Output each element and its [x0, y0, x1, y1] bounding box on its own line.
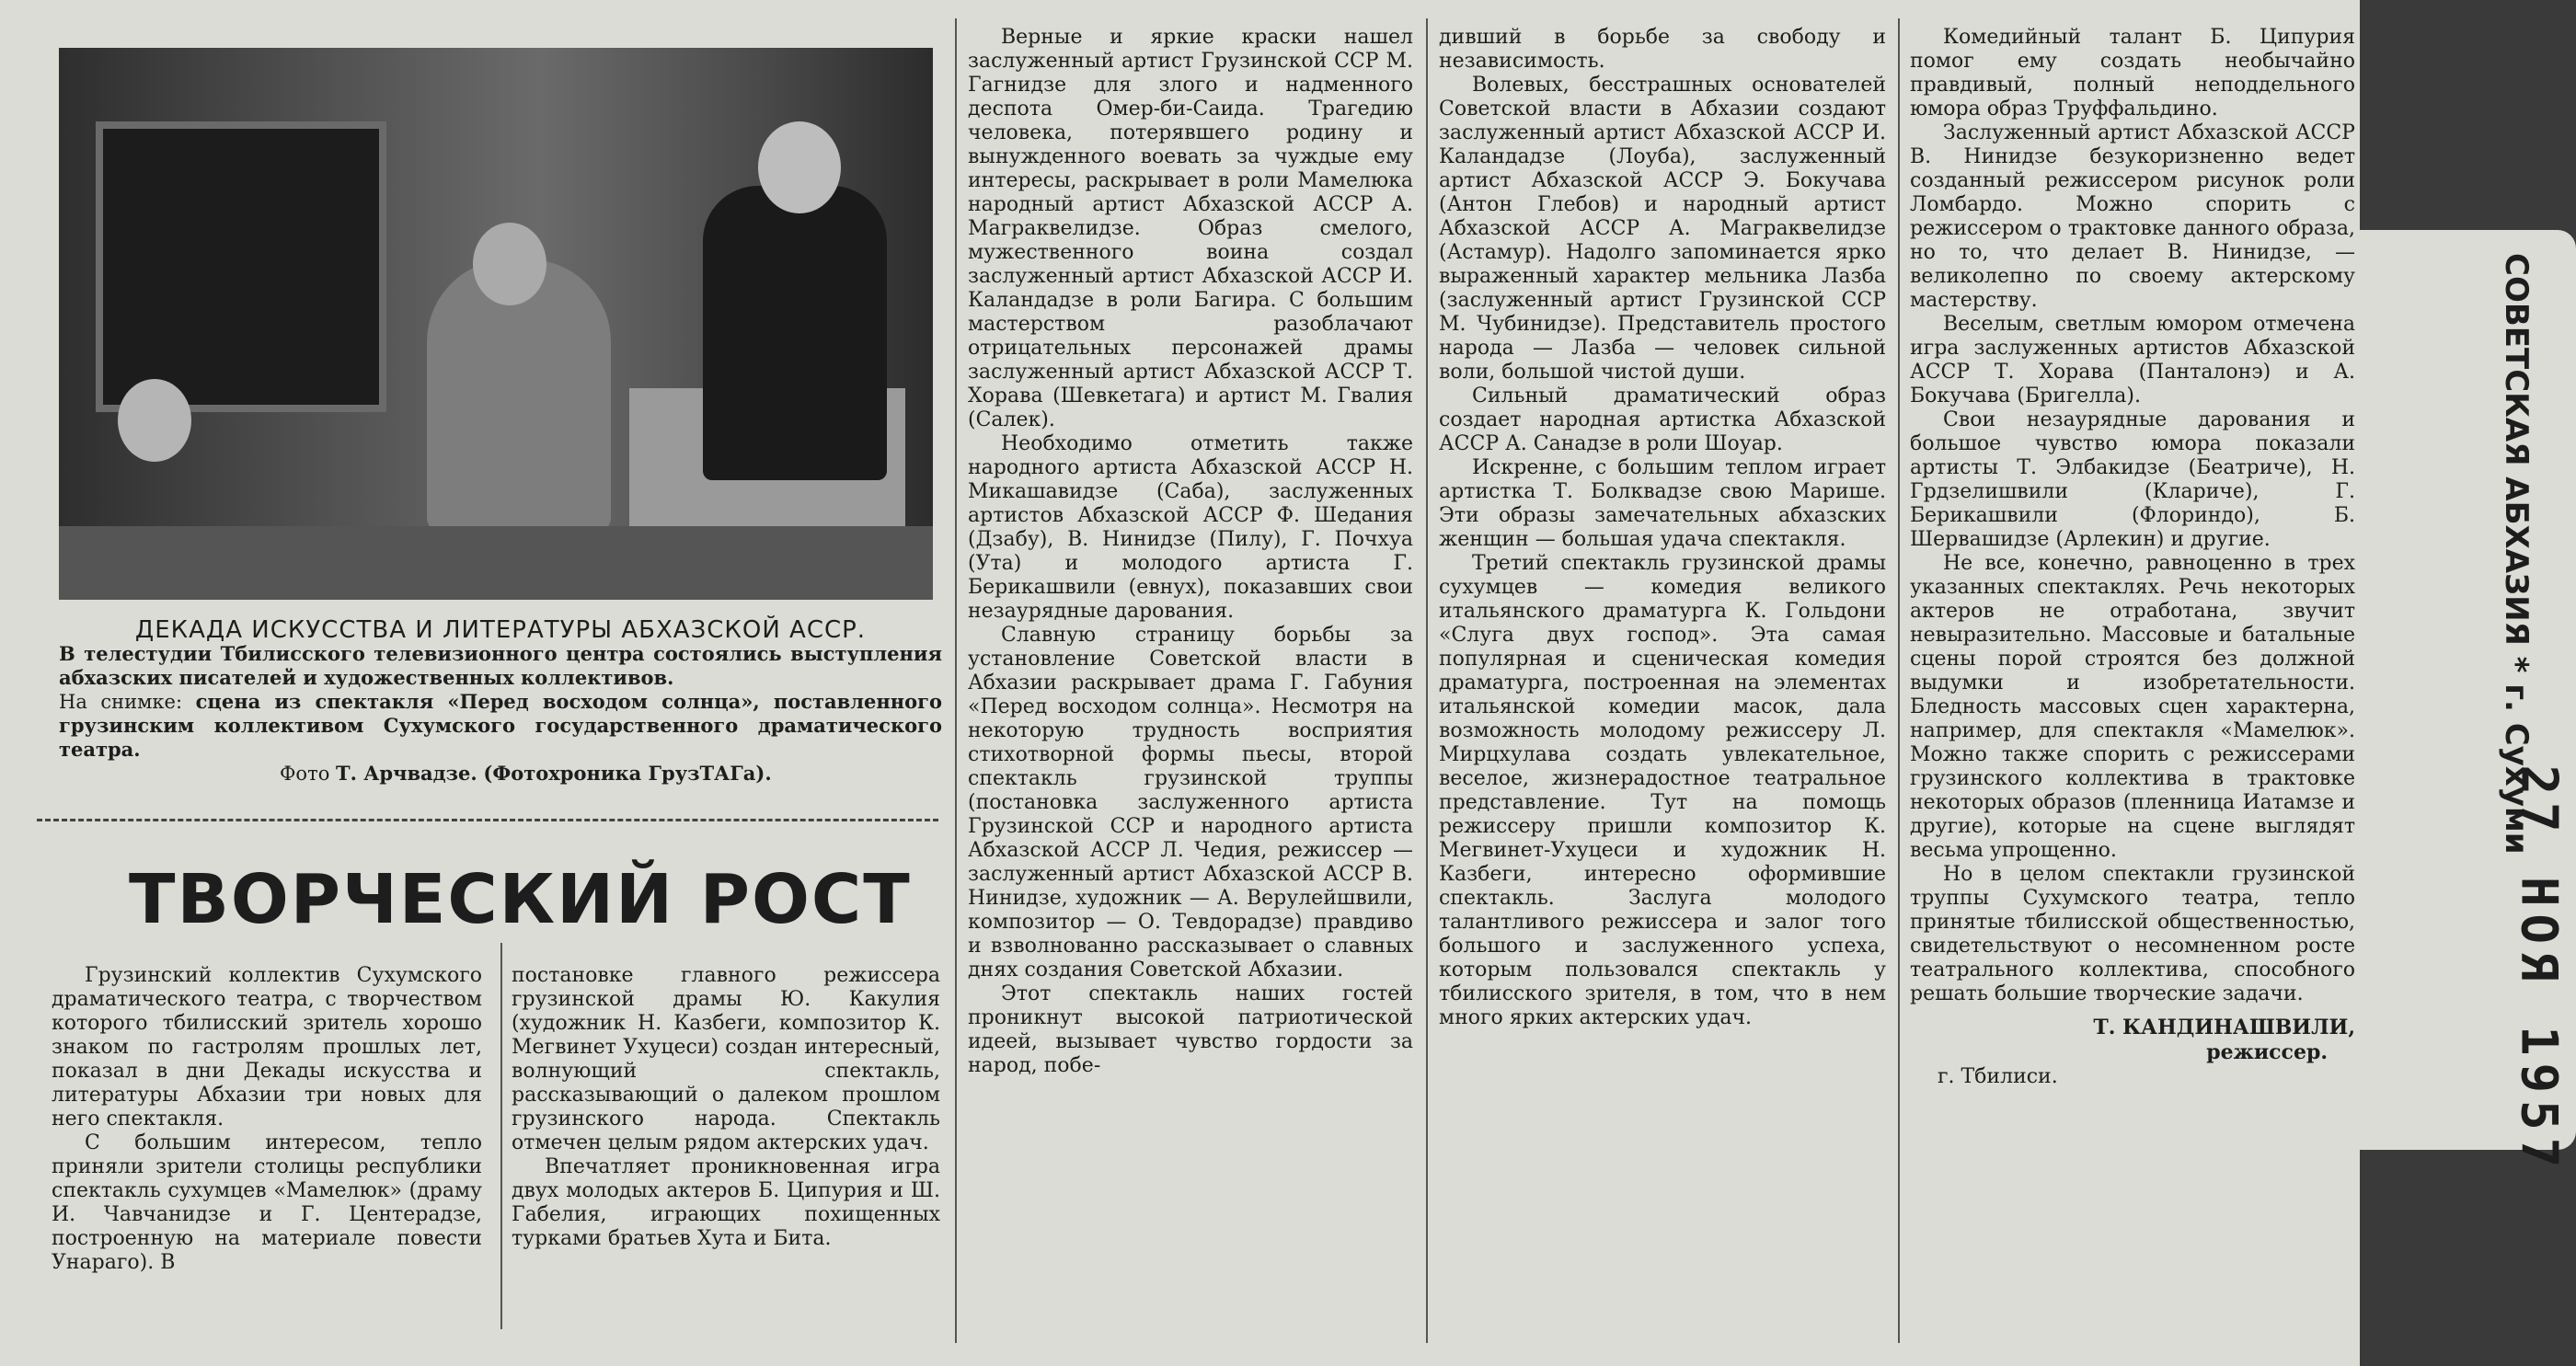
caption-title: ДЕКАДА ИСКУССТВА И ЛИТЕРАТУРЫ АБХАЗСКОЙ АССР.: [134, 616, 867, 644]
article-column-3: [968, 26, 1413, 1078]
stage-photo: [59, 48, 933, 600]
author-signature: [1910, 1016, 2355, 1040]
article-column-5: [1910, 26, 2355, 1089]
paragraph: Третий спектакль грузинской драмы сухумцев — комедия великого итальянского драматурга К. Гольдони «Слуга двух господ». Эта самая популярная и сценическая комедия драматурга, построенная на элементах итальянской комедии масок, дала возможность молодому режиссеру Л. Мирцхулава создать увлекательное, веселое, жизнерадостное театральное представление. Тут на помощь режиссеру пришли композитор К. Мегвинет-Ухуцеси и художник Н. Казбеги, интересно оформившие спектакль. Заслуга молодого талантливого режиссера и залог того большого и заслуженного успеха, которым пользовался спектакль у тбилисского зрителя, в том, что в нем много ярких актерских удач.: [1439, 552, 1886, 1029]
paragraph: Заслуженный артист Абхазской АССР В. Нинидзе безукоризненно ведет созданный режиссером рисунок роли Ломбардо. Можно спорить с режиссером о трактовке данного образа, но то, что делает В. Нинидзе, — великолепно по своему актерскому мастерству.: [1910, 121, 2355, 312]
date-stamp-text: 27 НОЯ 1957: [2510, 764, 2569, 1176]
paragraph: Славную страницу борьбы за установление Советской власти в Абхазии раскрывает драма Г. Габуния «Перед восходом солнца». Несмотря на некоторую трудность восприятия стихотворной формы пьесы, второй спектакль грузинской труппы (постановка заслуженного артиста Грузинской ССР и народного артиста Абхазской АССР Л. Чедия, режиссер — заслуженный артист Абхазской АССР В. Нинидзе, художник — А. Верулейшвили, композитор — О. Тевдорадзе) правдиво и взволнованно рассказывает о славных днях создания Советской Абхазии.: [968, 624, 1413, 981]
article-column-2: [512, 964, 940, 1251]
paragraph: Искренне, с большим теплом играет артистка Т. Болквадзе свою Марише. Эти образы замечательных абхазских женщин — большая удача спектакля.: [1439, 456, 1886, 551]
author-name: Т. КАНДИНАШВИЛИ,: [2093, 1016, 2355, 1039]
paragraph: Верные и яркие краски нашел заслуженный артист Грузинской ССР М. Гагнидзе для злого и надменного деспота Омер-би-Саида. Трагедию человека, потерявшего родину и вынужденного воевать за чуждые ему интересы, раскрывает в роли Мамелюка народный артист Абхазской АССР А. Маграквелидзе. Образ смелого, мужественного воина создал заслуженный артист Абхазской АССР И. Каландадзе в роли Багира. С большим мастерством разоблачают отрицательных персонажей драмы заслуженный артист Абхазской АССР Т. Хорава (Шевкетага) и артист М. Гвалия (Салек).: [968, 26, 1413, 431]
actor-figure: [703, 186, 887, 480]
photo-caption: [59, 618, 942, 786]
bird-prop-shape: [118, 379, 191, 462]
caption-lead: В телестудии Тбилисского телевизионного центра состоялись выступления абхазских писателей и художественных коллективов.: [59, 642, 942, 689]
paragraph: Комедийный талант Б. Ципурия помог ему создать необычайно правдивый, полный неподдельного юмора образ Труффальдино.: [1910, 26, 2355, 121]
paragraph: Не все, конечно, равноценно в трех указанных спектаклях. Речь некоторых актеров не отработана, звучит невыразительно. Массовые и батальные сцены порой строятся без должной выдумки и изобретательности. Бледность массовых сцен характерна, например, для спектакля «Мамелюк». Можно также спорить с режиссерами грузинского коллектива в трактовке некоторых образов (пленница Иатамзе и другие), которые на сцене выглядят весьма упрощенно.: [1910, 552, 2355, 862]
paragraph: Этот спектакль наших гостей проникнут высокой патриотической идеей, вызывает чувство гордости за народ, побе-: [968, 982, 1413, 1077]
paragraph: дивший в борьбе за свободу и независимость.: [1439, 26, 1886, 73]
author-role: режиссер.: [2206, 1040, 2328, 1064]
paragraph: Необходимо отметить также народного артиста Абхазской АССР Н. Микашавидзе (Саба), заслуженных артистов Абхазской АССР Ф. Шедания (Дзабу), В. Нинидзе (Пилу), Г. Почхуа (Ута) и молодого артиста Г. Берикашвили (евнух), показавших свои незаурядные дарования.: [968, 432, 1413, 623]
column-rule: [500, 943, 502, 1329]
tv-camera-shape: [96, 121, 386, 412]
paragraph: постановке главного режиссера грузинской драмы Ю. Какулия (художник Н. Казбеги, композитор К. Мегвинет Ухуцеси) создан интересный, волнующий спектакль, рассказывающий о далеком прошлом грузинского народа. Спектакль отмечен целым рядом актерских удач.: [512, 964, 940, 1154]
paragraph: Свои незаурядные дарования и большое чувство юмора показали артисты Т. Элбакидзе (Беатриче), Н. Грдзелишвили (Кларичe), Г. Берикашвили (Флориндо), Б. Шервашидзе (Арлекин) и другие.: [1910, 408, 2355, 551]
paragraph: Грузинский коллектив Сухумского драматического театра, с творчеством которого тбилисский зритель хорошо знаком по гастролям прошлых лет, показал в дни Декады искусства и литературы Абхазии три новых для него спектакля.: [52, 964, 482, 1131]
paragraph: Впечатляет проникновенная игра двух молодых актеров Б. Ципурия и Ш. Габелия, играющих похищенных турками братьев Хута и Бита.: [512, 1155, 940, 1250]
stamp-text: СОВЕТСКАЯ АБХАЗИЯ * г. Сухуми: [2498, 253, 2535, 855]
section-divider: [37, 819, 938, 821]
newspaper-stamp: [2489, 253, 2544, 855]
photo-credit: Фото Т. Арчвадзе. (Фотохроника ГрузТАГа).: [280, 762, 772, 785]
date-stamp: [2502, 764, 2576, 1176]
paragraph: Волевых, бесстрашных основателей Советской власти в Абхазии создают заслуженный артист Абхазской АССР И. Каландадзе (Лоуба), заслуженный артист Абхазской АССР Э. Бокучава (Антон Глебов) и народный артист Абхазской АССР А. Маграквелидзе (Астамур). Надолго запоминается ярко выраженный характер мельника Лазба (заслуженный артист Грузинской ССР М. Чубинидзе). Представитель простого народа — Лазба — человек сильной воли, большой чистой души.: [1439, 74, 1886, 384]
column-rule: [955, 18, 957, 1343]
article-column-4: [1439, 26, 1886, 1030]
caption-photo-prefix: На снимке:: [59, 691, 183, 713]
article-column-1: [52, 964, 482, 1275]
column-rule: [1898, 18, 1900, 1343]
paragraph: Веселым, светлым юмором отмечена игра заслуженных артистов Абхазской АССР Т. Хорава (Панталонэ) и А. Бокучава (Бригелла).: [1910, 313, 2355, 408]
article-headline: ТВОРЧЕСКИЙ РОСТ: [129, 860, 912, 939]
paragraph: Но в целом спектакли грузинской труппы Сухумского театра, тепло принятые тбилисской общественностью, свидетельствуют о несомненном росте театрального коллектива, способного решать большие творческие задачи.: [1910, 863, 2355, 1005]
caption-photo-desc: сцена из спектакля «Перед восходом солнца», поставленного грузинским коллективом Сухумского государственного драматического театра.: [59, 690, 942, 761]
paragraph: С большим интересом, тепло приняли зрители столицы республики спектакль сухумцев «Мамелюк» (драму И. Чавчанидзе и Г. Центерадзе, построенную на материале повести Унараго). В: [52, 1131, 482, 1274]
column-rule: [1426, 18, 1428, 1343]
author-city: г. Тбилиси.: [1938, 1065, 2058, 1088]
paragraph: Сильный драматический образ создает народная артистка Абхазской АССР А. Санадзе в роли Шоуар.: [1439, 385, 1886, 455]
